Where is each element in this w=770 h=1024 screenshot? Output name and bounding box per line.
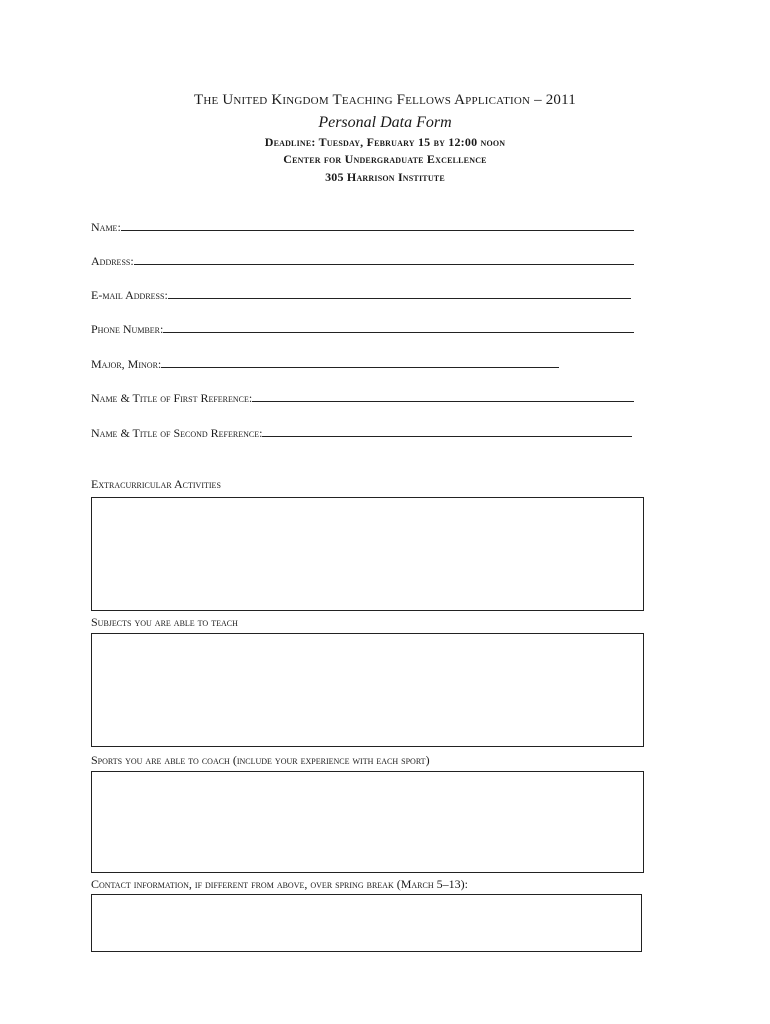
address-field[interactable] — [91, 252, 634, 268]
center-name: Center for Undergraduate Excellence — [283, 152, 487, 166]
second-reference-line[interactable] — [262, 436, 632, 437]
name-field[interactable] — [91, 218, 634, 234]
phone-label: Phone Number: — [91, 322, 164, 336]
first-reference-line[interactable] — [252, 401, 634, 402]
subjects-label: Subjects you are able to teach — [91, 615, 238, 629]
email-field[interactable] — [91, 286, 631, 302]
first-reference-label: Name & Title of First Reference: — [91, 391, 253, 405]
second-reference-field[interactable] — [91, 424, 632, 440]
extracurricular-box[interactable] — [91, 497, 644, 611]
extracurricular-label: Extracurricular Activities — [91, 477, 221, 491]
second-reference-label: Name & Title of Second Reference: — [91, 426, 263, 440]
major-minor-label: Major, Minor: — [91, 357, 162, 371]
phone-field[interactable] — [91, 320, 634, 336]
form-subtitle: Personal Data Form — [318, 114, 452, 131]
form-title: The United Kingdom Teaching Fellows Application – 2011 — [194, 92, 576, 108]
name-line[interactable] — [121, 230, 634, 231]
location-text: 305 Harrison Institute — [325, 170, 445, 184]
email-line[interactable] — [168, 298, 631, 299]
deadline-text: Deadline: Tuesday, February 15 by 12:00 noon — [264, 135, 506, 149]
contact-label: Contact information, if different from above, over spring break (March 5–13): — [91, 877, 468, 891]
major-minor-field[interactable] — [91, 355, 559, 371]
sports-box[interactable] — [91, 771, 644, 873]
first-reference-field[interactable] — [91, 389, 634, 405]
major-minor-line[interactable] — [161, 367, 559, 368]
name-label: Name: — [91, 220, 121, 234]
sports-label: Sports you are able to coach (include your experience with each sport) — [91, 753, 430, 767]
phone-line[interactable] — [163, 332, 634, 333]
address-label: Address: — [91, 254, 134, 268]
email-label: E-mail Address: — [91, 288, 168, 302]
subjects-box[interactable] — [91, 633, 644, 747]
address-line[interactable] — [134, 264, 634, 265]
contact-box[interactable] — [91, 894, 642, 952]
